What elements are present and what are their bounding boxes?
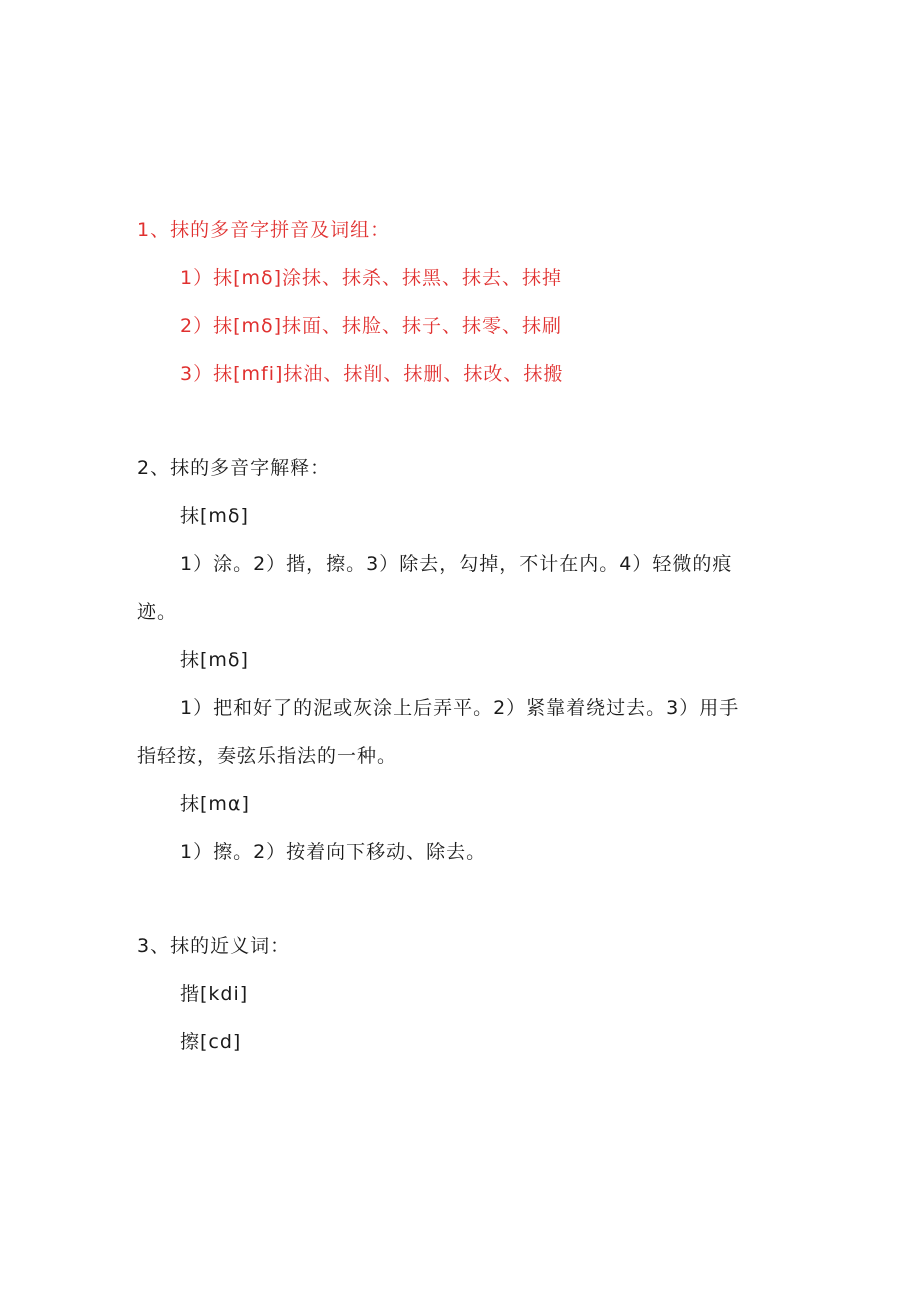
section1-item-1: 1）抹[mδ]涂抹、抹杀、抹黑、抹去、抹掉 <box>180 267 563 289</box>
section2-heading: 2、抹的多音字解释： <box>137 457 331 479</box>
entry2-definition-line2: 指轻按，奏弦乐指法的一种。 <box>137 745 398 767</box>
entry1-definition-line1: 1）涂。2）揩，擦。3）除去，勾掉，不计在内。4）轻微的痕 <box>180 553 733 575</box>
entry1-definition-line2: 迹。 <box>137 601 178 623</box>
entry2-definition-line1: 1）把和好了的泥或灰涂上后弄平。2）紧靠着绕过去。3）用手 <box>180 697 740 719</box>
section3-heading: 3、抹的近义词： <box>137 935 291 957</box>
synonym-2: 擦[cd] <box>180 1031 242 1053</box>
entry1-term: 抹[mδ] <box>180 505 249 527</box>
section1-heading: 1、抹的多音字拼音及词组： <box>137 219 391 241</box>
synonym-1: 揩[kdi] <box>180 983 249 1005</box>
section1-item-3: 3）抹[mfi]抹油、抹削、抹删、抹改、抹搬 <box>180 363 564 385</box>
section1-item-2: 2）抹[mδ]抹面、抹脸、抹子、抹零、抹刷 <box>180 315 563 337</box>
entry2-term: 抹[mδ] <box>180 649 249 671</box>
entry3-term: 抹[mα] <box>180 793 250 815</box>
entry3-definition-line1: 1）擦。2）按着向下移动、除去。 <box>180 841 487 863</box>
